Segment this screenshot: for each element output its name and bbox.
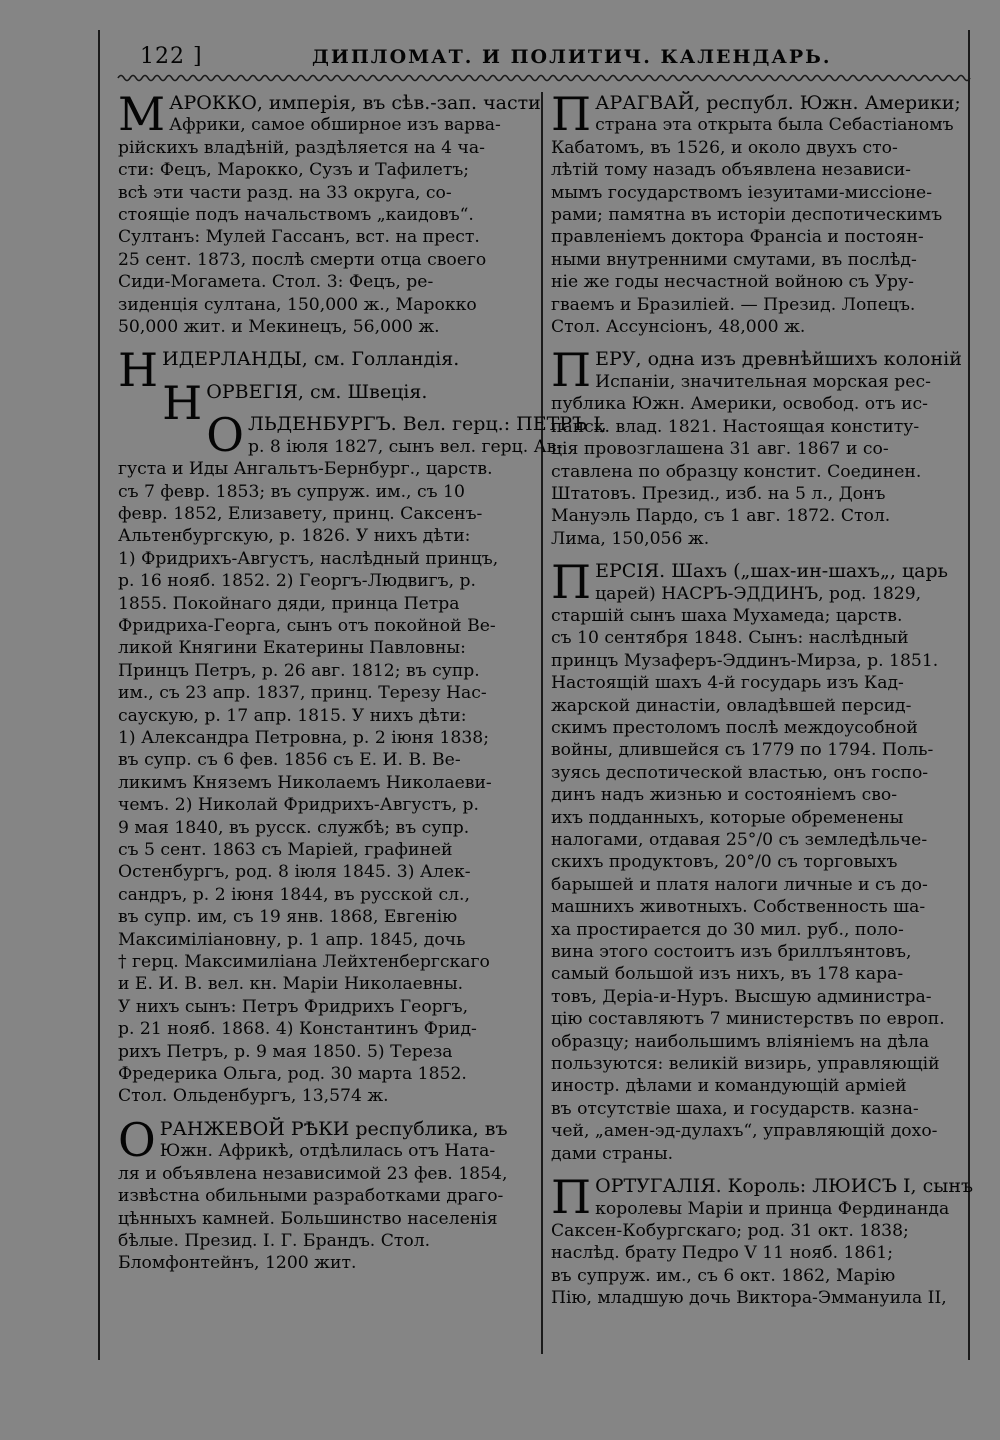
entry-line: зуясь деспотической властью, онъ госпо- xyxy=(551,762,929,783)
entry-line: войны, длившейся съ 1779 по 1794. Поль- xyxy=(551,740,934,761)
drop-cap-initial: П xyxy=(551,343,592,398)
entry-line: АРАГВАЙ, республ. Южн. Америки; xyxy=(595,92,961,114)
entry-line: ОРТУГАЛІЯ. Король: ЛЮИСЪ I, сынъ xyxy=(595,1175,974,1198)
entry-line: саускую, р. 17 апр. 1815. У нихъ дѣти: xyxy=(118,705,467,726)
entry-line: чемъ. 2) Николай Фридрихъ-Августъ, р. xyxy=(118,795,479,816)
drop-cap-initial: О xyxy=(118,1112,156,1167)
entry-line: мымъ государствомъ іезуитами-миссіоне- xyxy=(551,182,933,203)
entry-line: Сиди-Могамета. Стол. 3: Фецъ, ре- xyxy=(118,272,434,293)
left-frame-rule xyxy=(98,30,100,1360)
entry-portugal xyxy=(551,1170,974,1309)
entry-line: Остенбургъ, род. 8 іюля 1845. 3) Алек- xyxy=(118,862,471,883)
entry-line: Саксен-Кобургскаго; род. 31 окт. 1838; xyxy=(551,1220,909,1241)
right-column xyxy=(551,87,974,1320)
entry-line: скихъ продуктовъ, 20°/0 съ торговыхъ xyxy=(551,852,898,873)
entry-line: ція провозглашена 31 авг. 1867 и со- xyxy=(551,439,889,460)
entry-line: ЕРСІЯ. Шахъ („шах-ин-шахъ„, царь xyxy=(595,560,948,583)
entry-line: иностр. дѣлами и командующій арміей xyxy=(551,1076,907,1097)
entry-line: самый большой изъ нихъ, въ 178 кара- xyxy=(551,964,904,985)
entry-line: 50,000 жит. и Мекинецъ, 56,000 ж. xyxy=(118,317,440,338)
entry-line: Настоящій шахъ 4-й государь изъ Кад- xyxy=(551,673,904,694)
entry-line: дами страны. xyxy=(551,1143,674,1164)
drop-cap-initial: П xyxy=(551,1170,592,1225)
entry-line: гваемъ и Бразиліей. — Презид. Лопецъ. xyxy=(551,294,916,315)
entry-line: Максиміліановну, р. 1 апр. 1845, дочь xyxy=(118,929,466,950)
entry-line: ЛЬДЕНБУРГЪ. Вел. герц.: ПЕТРЪ I, xyxy=(247,413,607,436)
entry-oldenburg xyxy=(118,408,607,1108)
entry-line: † герц. Максимиліана Лейхтенбергскаго xyxy=(118,952,490,973)
entry-line: 25 сент. 1873, послѣ смерти отца своего xyxy=(118,249,487,270)
entry-line: Фредерика Ольга, род. 30 марта 1852. xyxy=(118,1064,467,1085)
entry-orange-river xyxy=(118,1112,532,1275)
entry-line: въ отсутствіе шаха, и государств. казна- xyxy=(551,1098,919,1119)
entry-line: ніе же годы несчастной войною съ Уру- xyxy=(551,272,914,293)
entry-line: съ 5 сент. 1863 съ Маріей, графиней xyxy=(118,840,453,860)
entry-persia xyxy=(551,555,961,1165)
entry-line: Бломфонтейнъ, 1200 жит. xyxy=(118,1253,357,1274)
entry-line: Фридриха-Георга, сынъ отъ покойной Ве- xyxy=(118,615,496,636)
entry-line: Южн. Африкѣ, отдѣлилась отъ Ната- xyxy=(159,1141,496,1162)
entry-line: Африки, самое обширное изъ варва- xyxy=(169,115,501,136)
entry-line: динъ надъ жизнью и состояніемъ сво- xyxy=(551,785,898,806)
entry-line: РАНЖЕВОЙ РѢКИ республика, въ xyxy=(159,1117,508,1140)
entry-line: жарской династіи, овладѣвшей персид- xyxy=(551,695,912,716)
entry-line: королевы Маріи и принца Фердинанда xyxy=(595,1198,950,1219)
entry-line: сандръ, р. 2 іюня 1844, въ русской сл., xyxy=(118,884,470,905)
entry-line: страна эта открыта была Себастіаномъ xyxy=(595,115,954,136)
entry-line: Мануэль Пардо, съ 1 авг. 1872. Стол. xyxy=(551,506,891,527)
entry-line: царей) НАСРЪ-ЭДДИНЪ, род. 1829, xyxy=(595,583,922,604)
entry-line: 1855. Покойнаго дяди, принца Петра xyxy=(118,593,460,614)
entry-line: зиденція султана, 150,000 ж., Марокко xyxy=(118,294,477,315)
entry-line: машнихъ животныхъ. Собственность ша- xyxy=(551,897,926,918)
entry-line: рійскихъ владѣній, раздѣляется на 4 ча- xyxy=(118,137,485,158)
page-number: 122 ] xyxy=(140,44,203,69)
entry-line: бѣлые. Презид. I. Г. Брандъ. Стол. xyxy=(118,1230,431,1251)
entry-line: густа и Иды Ангальтъ-Бернбург., царств. xyxy=(118,459,493,480)
header-wavy-rule xyxy=(118,72,962,84)
entry-line: стоящіе подъ начальствомъ „каидовъ“. xyxy=(118,205,474,226)
entry-line: принцъ Музаферъ-Эддинъ-Мирза, р. 1851. xyxy=(551,650,939,671)
entry-line: скимъ престоломъ послѣ междоусобной xyxy=(551,717,918,738)
entry-line: ля и объявлена независимой 23 фев. 1854, xyxy=(118,1163,508,1184)
entry-line: образцу; наибольшимъ вліяніемъ на дѣла xyxy=(551,1031,930,1052)
entry-line: Принцъ Петръ, р. 26 авг. 1812; въ супр. xyxy=(118,660,480,681)
entry-line: р. 21 нояб. 1868. 4) Константинъ Фрид- xyxy=(118,1019,477,1040)
entry-line: им., съ 23 апр. 1837, принц. Терезу Нас- xyxy=(118,683,487,704)
left-column xyxy=(118,87,607,1285)
entry-line: съ 10 сентября 1848. Сынъ: наслѣдный xyxy=(551,628,909,649)
drop-cap-initial: М xyxy=(118,87,166,141)
right-frame-rule xyxy=(968,30,970,1360)
entry-line: извѣстна обильными разработками драго- xyxy=(118,1186,504,1207)
entry-line: правленіемъ доктора Франсіа и постоян- xyxy=(551,227,924,248)
drop-cap-initial: П xyxy=(551,555,592,610)
entry-line: сти: Фецъ, Марокко, Сузъ и Тафилетъ; xyxy=(118,160,470,181)
entry-line: ликимъ Княземъ Николаемъ Николаеви- xyxy=(118,772,492,793)
entry-line: Испаніи, значительная морская рес- xyxy=(595,371,931,392)
entry-line: въ супруж. им., съ 6 окт. 1862, Марію xyxy=(551,1265,896,1286)
entry-line: Кабатомъ, въ 1526, и около двухъ сто- xyxy=(551,137,898,158)
entry-line: ставлена по образцу констит. Соединен. xyxy=(551,461,922,482)
entry-line: наслѣд. брату Педро V 11 нояб. 1861; xyxy=(551,1243,894,1264)
entry-line: всѣ эти части разд. на 33 округа, со- xyxy=(118,182,452,203)
entry-line: барышей и платя налоги личные и съ до- xyxy=(551,874,928,895)
entry-line: цѣнныхъ камней. Большинство населенія xyxy=(118,1208,498,1229)
entry-line: чей, „амен-эд-дулахъ“, управляющій дохо- xyxy=(551,1121,938,1142)
entry-paraguay xyxy=(551,87,961,338)
entry-peru xyxy=(551,343,962,550)
drop-cap-initial: П xyxy=(551,87,592,141)
entry-line: налогами, отдавая 25°/0 съ земледѣльче- xyxy=(551,830,928,850)
entry-line: ОРВЕГІЯ, см. Швеція. xyxy=(206,380,428,403)
running-title: ДИПЛОМАТ. И ПОЛИТИЧ. КАЛЕНДАРЬ. xyxy=(312,46,832,68)
entry-line: въ супр. съ 6 фев. 1856 съ Е. И. В. Ве- xyxy=(118,750,461,771)
entry-line: цію составляютъ 7 министерствъ по европ. xyxy=(551,1009,945,1030)
entry-line: р. 16 нояб. 1852. 2) Георгъ-Людвигъ, р. xyxy=(118,571,476,592)
entry-line: ЕРУ, одна изъ древнѣйшихъ колоній xyxy=(595,348,962,371)
entry-morocco xyxy=(118,87,541,338)
entry-line: ихъ подданныхъ, которые обременены xyxy=(551,807,904,828)
entry-line: въ супр. им, съ 19 янв. 1868, Евгенію xyxy=(118,907,458,928)
column-divider xyxy=(541,92,543,1354)
entry-line: р. 8 іюля 1827, сынъ вел. герц. Ав- xyxy=(247,436,563,457)
drop-cap-initial: Н xyxy=(118,343,159,398)
entry-line: Лима, 150,056 ж. xyxy=(551,528,710,549)
entry-line: публика Южн. Америки, освобод. отъ ис- xyxy=(551,394,928,415)
drop-cap-initial: Н xyxy=(162,375,203,430)
entry-line: Альтенбургскую, р. 1826. У нихъ дѣти: xyxy=(118,526,471,547)
entry-line: 9 мая 1840, въ русск. службѣ; въ супр. xyxy=(118,817,470,838)
entry-line: рами; памятна въ исторіи деспотическимъ xyxy=(551,205,943,226)
entry-line: 1) Фридрихъ-Августъ, наслѣдный принцъ, xyxy=(118,548,499,569)
entry-line: У нихъ сынъ: Петръ Фридрихъ Георгъ, xyxy=(118,996,469,1017)
entry-line: Султанъ: Мулей Гассанъ, вст. на прест. xyxy=(118,227,480,248)
entry-line: лѣтій тому назадъ объявлена независи- xyxy=(551,160,911,181)
entry-line: Пію, младшую дочь Виктора-Эммануила II, xyxy=(551,1288,947,1309)
entry-line: Стол. Ольденбургъ, 13,574 ж. xyxy=(118,1086,389,1107)
entry-line: старшій сынъ шаха Мухамеда; царств. xyxy=(551,605,903,626)
entry-line: рихъ Петръ, р. 9 мая 1850. 5) Тереза xyxy=(118,1041,453,1062)
entry-line: 1) Александра Петровна, р. 2 іюня 1838; xyxy=(118,727,489,748)
entry-line: февр. 1852, Елизавету, принц. Саксенъ- xyxy=(118,503,483,524)
entry-line: панск. влад. 1821. Настоящая конститу- xyxy=(551,416,920,437)
entry-line: съ 7 февр. 1853; въ супруж. им., съ 10 xyxy=(118,481,465,502)
entry-line: ликой Княгини Екатерины Павловны: xyxy=(118,638,466,659)
entry-line: Стол. Ассунсіонъ, 48,000 ж. xyxy=(551,317,806,338)
drop-cap-initial: О xyxy=(206,408,244,463)
entry-line: ИДЕРЛАНДЫ, см. Голландія. xyxy=(162,348,460,371)
entry-line: ными внутренними смутами, въ послѣд- xyxy=(551,249,917,270)
entry-line: товъ, Деріа-и-Нуръ. Высшую администра- xyxy=(551,986,932,1007)
entry-line: Штатовъ. Презид., изб. на 5 л., Донъ xyxy=(551,483,886,504)
entry-line: вина этого состоитъ изъ бриллъянтовъ, xyxy=(551,942,912,963)
entry-line: АРОККО, имперія, въ сѣв.-зап. части xyxy=(169,92,541,114)
entry-line: пользуются: великій визирь, управляющій xyxy=(551,1054,940,1075)
entry-line: и Е. И. В. вел. кн. Маріи Николаевны. xyxy=(118,974,464,995)
entry-line: ха простирается до 30 мил. руб., поло- xyxy=(551,919,904,940)
